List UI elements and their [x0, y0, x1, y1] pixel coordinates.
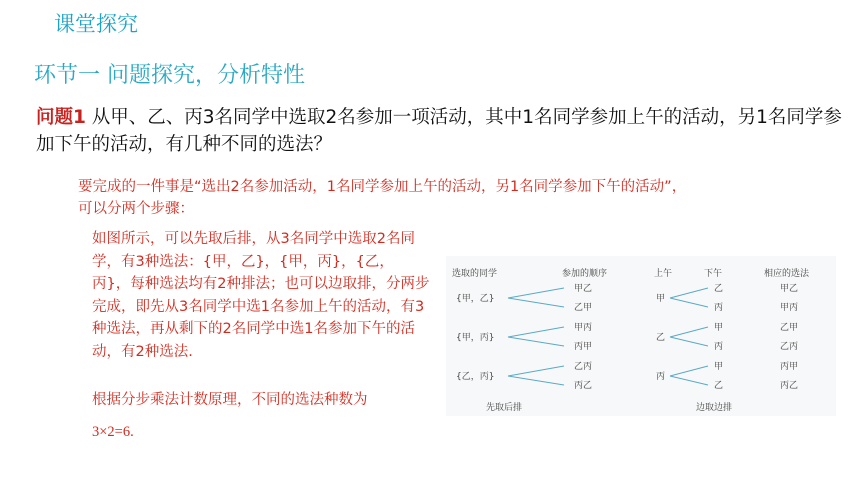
right-col-header: 相应的选法: [764, 269, 810, 279]
left-col-header: 选取的同学: [452, 269, 498, 279]
result-text: 3×2=6.: [92, 424, 134, 440]
afternoon-label: 丙: [714, 303, 724, 313]
tree-diagram: [446, 256, 836, 416]
morning-label: 乙: [656, 333, 666, 343]
right-caption: 边取边排: [696, 403, 733, 413]
result-label: 乙甲: [780, 323, 799, 333]
order-label: 乙丙: [574, 362, 593, 372]
order-label: 甲丙: [574, 323, 593, 333]
left-caption: 先取后排: [486, 403, 523, 413]
morning-label: 甲: [656, 294, 666, 304]
result-label: 甲乙: [780, 284, 799, 294]
afternoon-label: 乙: [714, 381, 724, 391]
afternoon-label: 甲: [714, 362, 724, 372]
branch-line: [670, 376, 708, 385]
order-label: 丙乙: [574, 381, 593, 391]
analysis-text: 如图所示，可以先取后排，从3名同学中选取2名同学，有3种选法：{甲，乙}，{甲，丙}，{乙，丙}，每种选法均有2种排法；也可以边取排，分两步完成，即先从3名同学中选1名参加上午的活动，有3种选法，再从剩下的2名同学中选1名参加下午的活动，有2种选法.: [92, 231, 430, 360]
order-label: 乙甲: [574, 303, 593, 313]
result-label: 丙甲: [780, 362, 799, 372]
branch-line: [508, 366, 564, 376]
left-col-header: 参加的顺序: [562, 269, 608, 279]
result-label: 丙乙: [780, 381, 799, 391]
result-label: 甲丙: [780, 303, 799, 313]
pair-label: {甲，丙}: [456, 333, 495, 343]
branch-line: [670, 337, 708, 346]
afternoon-label: 乙: [714, 284, 724, 294]
branch-line: [508, 298, 564, 307]
problem-label: 问题1: [36, 107, 86, 128]
branch-line: [508, 376, 564, 385]
branch-line: [670, 298, 708, 307]
pair-label: {乙，丙}: [456, 372, 495, 382]
morning-label: 丙: [656, 372, 666, 382]
branch-line: [508, 327, 564, 337]
branch-line: [670, 366, 708, 376]
branch-line: [670, 288, 708, 298]
task-description: 要完成的一件事是“选出2名参加活动，1名同学参加上午的活动，另1名同学参加下午的活动”，可以分两个步骤：: [78, 179, 687, 217]
order-label: 甲乙: [574, 284, 593, 294]
afternoon-label: 丙: [714, 342, 724, 352]
pair-label: {甲，乙}: [456, 294, 495, 304]
right-col-header: 下午: [704, 269, 723, 279]
tree-diagram-svg: [446, 256, 836, 416]
order-label: 丙甲: [574, 342, 593, 352]
problem-text: 从甲、乙、丙3名同学中选取2名参加一项活动，其中1名同学参加上午的活动，另1名同学参加下午的活动，有几种不同的选法？: [36, 107, 842, 155]
branch-line: [508, 288, 564, 298]
header-title: 课堂探究: [54, 12, 138, 36]
branch-line: [670, 327, 708, 337]
result-label: 乙丙: [780, 342, 799, 352]
right-col-header: 上午: [654, 269, 673, 279]
afternoon-label: 甲: [714, 323, 724, 333]
section-title: 环节一 问题探究，分析特性: [34, 63, 305, 88]
problem-statement: [36, 104, 856, 158]
principle-text: 根据分步乘法计数原理，不同的选法种数为: [92, 392, 368, 408]
branch-line: [508, 337, 564, 346]
